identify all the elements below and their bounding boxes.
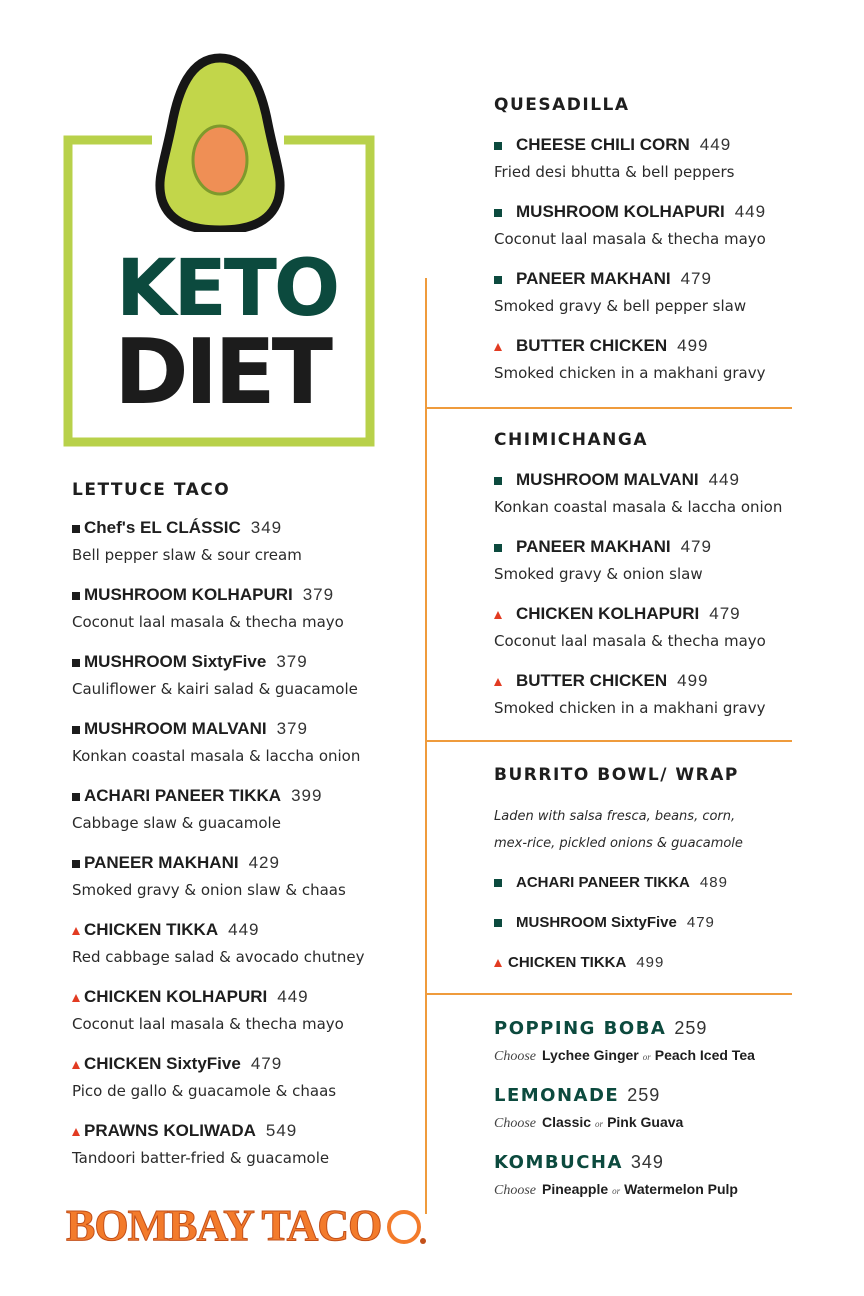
menu-item-price: 479	[680, 537, 712, 556]
burrito-item-price: 489	[699, 874, 728, 891]
non-veg-triangle-icon	[494, 678, 502, 686]
menu-item	[72, 719, 360, 765]
drink-header	[494, 1018, 755, 1039]
section-title-lettuce-taco: LETTUCE TACO	[72, 480, 231, 500]
drink-option-2: Watermelon Pulp	[624, 1181, 738, 1197]
section-title-burrito: BURRITO BOWL/ WRAP	[494, 765, 739, 785]
drink-header	[494, 1152, 738, 1173]
menu-item-price: 449	[734, 202, 767, 221]
menu-item-description: Smoked chicken in a makhani gravy	[494, 699, 766, 717]
menu-item-name: CHICKEN KOLHAPURI	[516, 604, 700, 623]
menu-item-name: PRAWNS KOLIWADA	[84, 1121, 256, 1140]
menu-item-name: BUTTER CHICKEN	[516, 671, 668, 690]
non-veg-triangle-icon	[494, 611, 502, 619]
menu-item-name: MUSHROOM SixtyFive	[84, 652, 267, 671]
menu-item-title	[494, 135, 734, 155]
veg-square-icon	[72, 793, 80, 801]
menu-item-title	[494, 202, 766, 222]
choose-label: Choose	[494, 1183, 536, 1198]
menu-item	[494, 135, 734, 181]
divider-chimichanga	[426, 740, 792, 742]
menu-item-name: PANEER MAKHANI	[84, 853, 239, 872]
burrito-item-name: MUSHROOM SixtyFive	[516, 914, 677, 931]
brand-co-mark	[387, 1210, 421, 1244]
menu-item-title	[72, 786, 322, 806]
menu-item-title	[72, 1054, 336, 1074]
drink-header	[494, 1085, 683, 1106]
menu-item-price: 399	[291, 786, 323, 805]
menu-item	[494, 604, 766, 650]
drink-option-1: Pineapple	[542, 1181, 609, 1197]
menu-item	[72, 1054, 336, 1100]
divider-quesadilla	[426, 407, 792, 409]
menu-item	[72, 585, 344, 631]
keto-diet-logo	[62, 52, 376, 448]
menu-item-description: Smoked gravy & onion slaw	[494, 565, 703, 583]
drink-option-2: Pink Guava	[607, 1114, 684, 1130]
menu-item-name: CHEESE CHILI CORN	[516, 135, 690, 154]
menu-item-price: 499	[677, 671, 709, 690]
veg-square-icon	[72, 860, 80, 868]
drink-price: 259	[674, 1018, 708, 1038]
burrito-item	[494, 954, 664, 971]
burrito-intro-line-2: mex-rice, pickled onions & guacamole	[494, 836, 743, 851]
menu-item-name: PANEER MAKHANI	[516, 537, 671, 556]
drink-price: 349	[630, 1152, 664, 1172]
choose-label: Choose	[494, 1049, 536, 1064]
burrito-intro-line-1: Laden with salsa fresca, beans, corn,	[494, 809, 736, 824]
section-title-quesadilla: QUESADILLA	[494, 95, 630, 115]
menu-item-price: 379	[276, 652, 308, 671]
brand-logo	[66, 1200, 421, 1251]
drink-option-2: Peach Iced Tea	[654, 1047, 755, 1063]
drink-name: LEMONADE	[494, 1085, 620, 1106]
menu-item-title	[494, 269, 746, 289]
menu-item-title	[72, 652, 358, 672]
menu-item	[494, 671, 765, 717]
veg-square-icon	[72, 659, 80, 667]
burrito-item-name: CHICKEN TIKKA	[508, 954, 627, 971]
menu-item-description: Fried desi bhutta & bell peppers	[494, 163, 735, 181]
non-veg-triangle-icon	[72, 927, 80, 935]
menu-item-description: Cabbage slaw & guacamole	[72, 814, 281, 832]
non-veg-triangle-icon	[72, 1061, 80, 1069]
or-label: or	[595, 1119, 604, 1129]
menu-item-price: 449	[277, 987, 309, 1006]
logo-diet-text: DIET	[114, 320, 330, 425]
menu-item-price: 479	[250, 1054, 283, 1073]
menu-item-name: MUSHROOM KOLHAPURI	[516, 202, 725, 221]
menu-item	[72, 1121, 329, 1167]
menu-item-description: Konkan coastal masala & laccha onion	[72, 747, 361, 765]
menu-item-price: 549	[265, 1121, 298, 1140]
menu-item-title	[72, 518, 302, 538]
burrito-item	[494, 874, 728, 891]
or-label: or	[612, 1186, 621, 1196]
drink-option-1: Lychee Ginger	[542, 1047, 639, 1063]
menu-item-name: Chef's EL CLÁSSIC	[84, 518, 241, 537]
drink-options	[494, 1181, 738, 1199]
menu-item-title	[72, 719, 360, 739]
non-veg-triangle-icon	[494, 959, 502, 967]
burrito-item-name: ACHARI PANEER TIKKA	[516, 874, 690, 891]
burrito-item-price: 499	[636, 954, 665, 971]
menu-item-title	[72, 987, 344, 1007]
menu-item-price: 379	[276, 719, 308, 738]
veg-square-icon	[72, 525, 80, 533]
menu-item-price: 479	[680, 269, 712, 288]
menu-item-description: Coconut laal masala & thecha mayo	[72, 1015, 344, 1033]
choose-label: Choose	[494, 1116, 536, 1131]
menu-item-name: MUSHROOM MALVANI	[84, 719, 267, 738]
menu-item-price: 479	[709, 604, 741, 623]
menu-item	[72, 518, 302, 564]
menu-item	[72, 920, 365, 966]
veg-square-icon	[494, 477, 502, 485]
menu-item-price: 499	[677, 336, 709, 355]
drink-name: KOMBUCHA	[494, 1152, 623, 1173]
avocado-icon	[150, 52, 290, 232]
menu-item	[494, 202, 766, 248]
menu-item-name: CHICKEN TIKKA	[84, 920, 219, 939]
menu-item-price: 379	[302, 585, 335, 604]
drink-options	[494, 1047, 755, 1065]
drink-item	[494, 1085, 683, 1132]
menu-item-description: Smoked chicken in a makhani gravy	[494, 364, 766, 382]
menu-item-title	[494, 604, 766, 624]
menu-item-title	[494, 671, 765, 691]
menu-item-title	[72, 853, 346, 873]
veg-square-icon	[72, 726, 80, 734]
vertical-divider	[425, 278, 427, 1214]
menu-item-description: Pico de gallo & guacamole & chaas	[72, 1082, 337, 1100]
drink-options	[494, 1114, 683, 1132]
menu-item-price: 349	[250, 518, 283, 537]
non-veg-triangle-icon	[72, 1128, 80, 1136]
menu-item-description: Cauliflower & kairi salad & guacamole	[72, 680, 358, 698]
menu-item-description: Konkan coastal masala & laccha onion	[494, 498, 783, 516]
veg-square-icon	[494, 209, 502, 217]
menu-item	[494, 269, 746, 315]
menu-item-description: Coconut laal masala & thecha mayo	[494, 632, 766, 650]
menu-item-description: Coconut laal masala & thecha mayo	[72, 613, 344, 631]
veg-square-icon	[494, 142, 502, 150]
menu-item	[494, 470, 782, 516]
menu-item-description: Smoked gravy & onion slaw & chaas	[72, 881, 346, 899]
divider-burrito	[426, 993, 792, 995]
menu-item-name: PANEER MAKHANI	[516, 269, 671, 288]
menu-item-price: 449	[708, 470, 740, 489]
logo-keto-text: KETO	[116, 244, 338, 334]
drink-item	[494, 1152, 738, 1199]
menu-item-name: CHICKEN SixtyFive	[84, 1054, 241, 1073]
veg-square-icon	[494, 919, 502, 927]
burrito-item	[494, 914, 715, 931]
burrito-intro	[494, 803, 743, 857]
menu-item-title	[72, 585, 344, 605]
drink-name: POPPING BOBA	[494, 1018, 667, 1039]
brand-name: BOMBAY TACO	[66, 1201, 382, 1250]
drink-price: 259	[627, 1085, 661, 1105]
non-veg-triangle-icon	[72, 994, 80, 1002]
menu-item	[494, 336, 765, 382]
veg-square-icon	[494, 879, 502, 887]
menu-item-name: CHICKEN KOLHAPURI	[84, 987, 268, 1006]
drink-item	[494, 1018, 755, 1065]
menu-item-price: 449	[699, 135, 732, 154]
menu-item	[72, 652, 358, 698]
or-label: or	[642, 1052, 651, 1062]
menu-item-title	[494, 470, 782, 490]
menu-item	[72, 786, 322, 832]
menu-item-price: 429	[248, 853, 280, 872]
non-veg-triangle-icon	[494, 343, 502, 351]
section-title-chimichanga: CHIMICHANGA	[494, 430, 648, 450]
menu-item-name: BUTTER CHICKEN	[516, 336, 668, 355]
menu-item	[72, 853, 346, 899]
menu-item	[72, 987, 344, 1033]
menu-item	[494, 537, 712, 583]
menu-item-title	[494, 537, 712, 557]
menu-item-title	[494, 336, 765, 356]
burrito-item-price: 479	[686, 914, 715, 931]
drink-option-1: Classic	[542, 1114, 592, 1130]
veg-square-icon	[494, 544, 502, 552]
veg-square-icon	[494, 276, 502, 284]
menu-item-description: Smoked gravy & bell pepper slaw	[494, 297, 747, 315]
menu-item-description: Tandoori batter-fried & guacamole	[72, 1149, 330, 1167]
menu-item-name: ACHARI PANEER TIKKA	[84, 786, 282, 805]
menu-item-title	[72, 1121, 329, 1141]
menu-item-description: Bell pepper slaw & sour cream	[72, 546, 302, 564]
menu-item-name: MUSHROOM KOLHAPURI	[84, 585, 293, 604]
menu-item-description: Red cabbage salad & avocado chutney	[72, 948, 365, 966]
menu-item-price: 449	[228, 920, 260, 939]
menu-item-description: Coconut laal masala & thecha mayo	[494, 230, 766, 248]
veg-square-icon	[72, 592, 80, 600]
menu-item-name: MUSHROOM MALVANI	[516, 470, 699, 489]
menu-item-title	[72, 920, 365, 940]
